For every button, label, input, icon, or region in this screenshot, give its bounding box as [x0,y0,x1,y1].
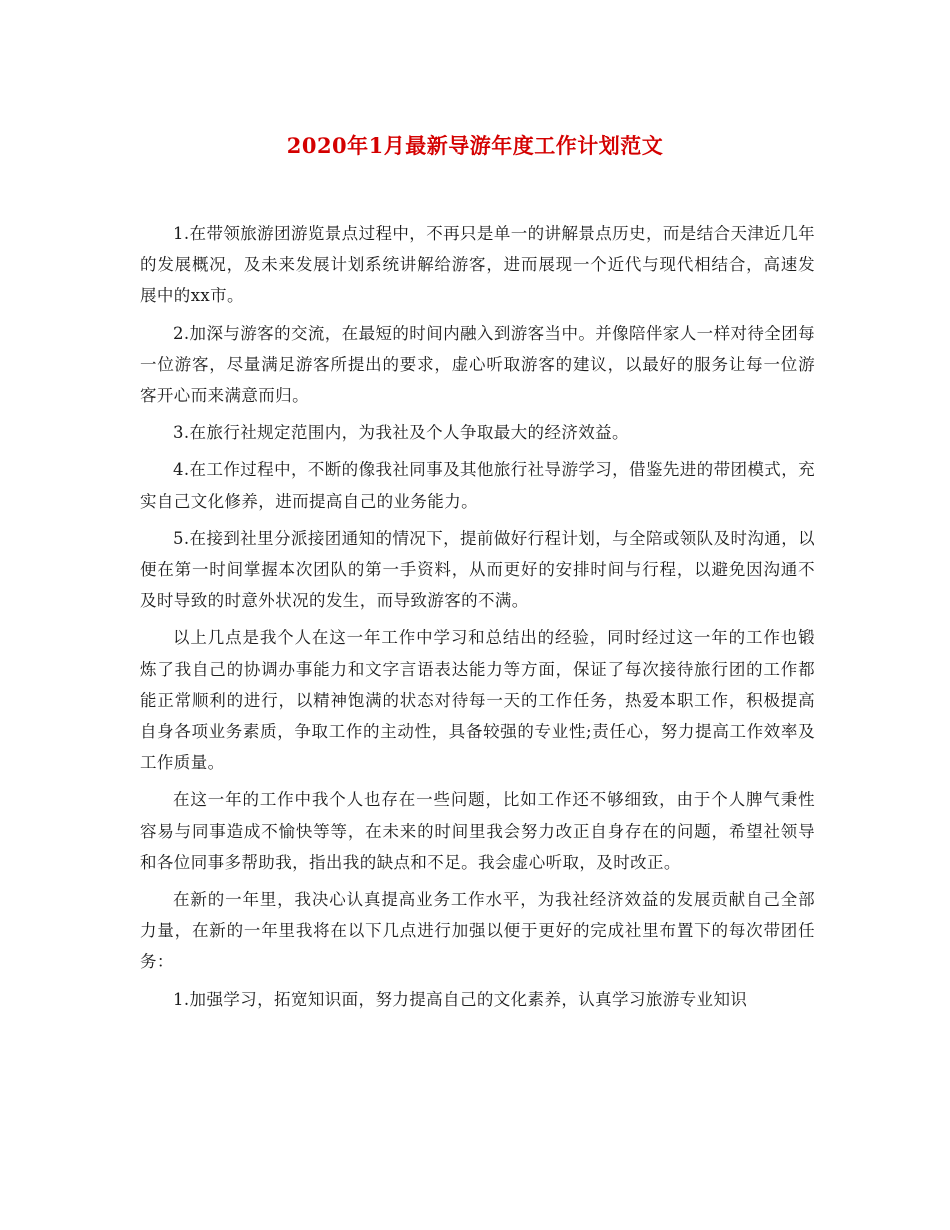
paragraph-8: 在新的一年里，我决心认真提高业务工作水平，为我社经济效益的发展贡献自己全部力量，在新的一年里我将在以下几点进行加强以便于更好的完成社里布置下的每次带团任务： [140,890,815,972]
paragraph-1: 1.在带领旅游团游览景点过程中，不再只是单一的讲解景点历史，而是结合天津近几年的发展概况，及未来发展计划系统讲解给游客，进而展现一个近代与现代相结合，高速发展中的xx市。 [140,224,815,306]
paragraph-3: 3.在旅行社规定范围内，为我社及个人争取最大的经济效益。 [173,423,629,443]
paragraph-2: 2.加深与游客的交流，在最短的时间内融入到游客当中。并像陪伴家人一样对待全团每一位游客，尽量满足游客所提出的要求，虚心听取游客的建议，以最好的服务让每一位游客开心而来满意而归。 [140,323,815,406]
document-title: 2020年1月最新导游年度工作计划范文 [286,133,664,158]
paragraph-4: 4.在工作过程中，不断的像我社同事及其他旅行社导游学习，借鉴先进的带团模式，充实自己文化修养，进而提高自己的业务能力。 [140,460,815,511]
paragraph-7: 在这一年的工作中我个人也存在一些问题，比如工作还不够细致，由于个人脾气秉性容易与同事造成不愉快等等，在未来的时间里我会努力改正自身存在的问题，希望社领导和各位同事多帮助我，指出我的缺点和不足。我会虚心听取，及时改正。 [140,790,815,872]
paragraph-6: 以上几点是我个人在这一年工作中学习和总结出的经验，同时经过这一年的工作也锻炼了我自己的协调办事能力和文字言语表达能力等方面，保证了每次接待旅行团的工作都能正常顺利的进行，以精神饱满的状态对待每一天的工作任务，热爱本职工作，积极提高自身各项业务素质，争取工作的主动性，具备较强的专业性;责任心，努力提高工作效率及工作质量。 [140,628,815,773]
paragraph-5: 5.在接到社里分派接团通知的情况下，提前做好行程计划，与全陪或领队及时沟通，以便在第一时间掌握本次团队的第一手资料，从而更好的安排时间与行程，以避免因沟通不及时导致的时意外状况的发生，而导致游客的不满。 [140,528,815,611]
document-body [140,218,815,1021]
paragraph-9: 1.加强学习，拓宽知识面，努力提高自己的文化素养，认真学习旅游专业知识 [173,989,748,1009]
